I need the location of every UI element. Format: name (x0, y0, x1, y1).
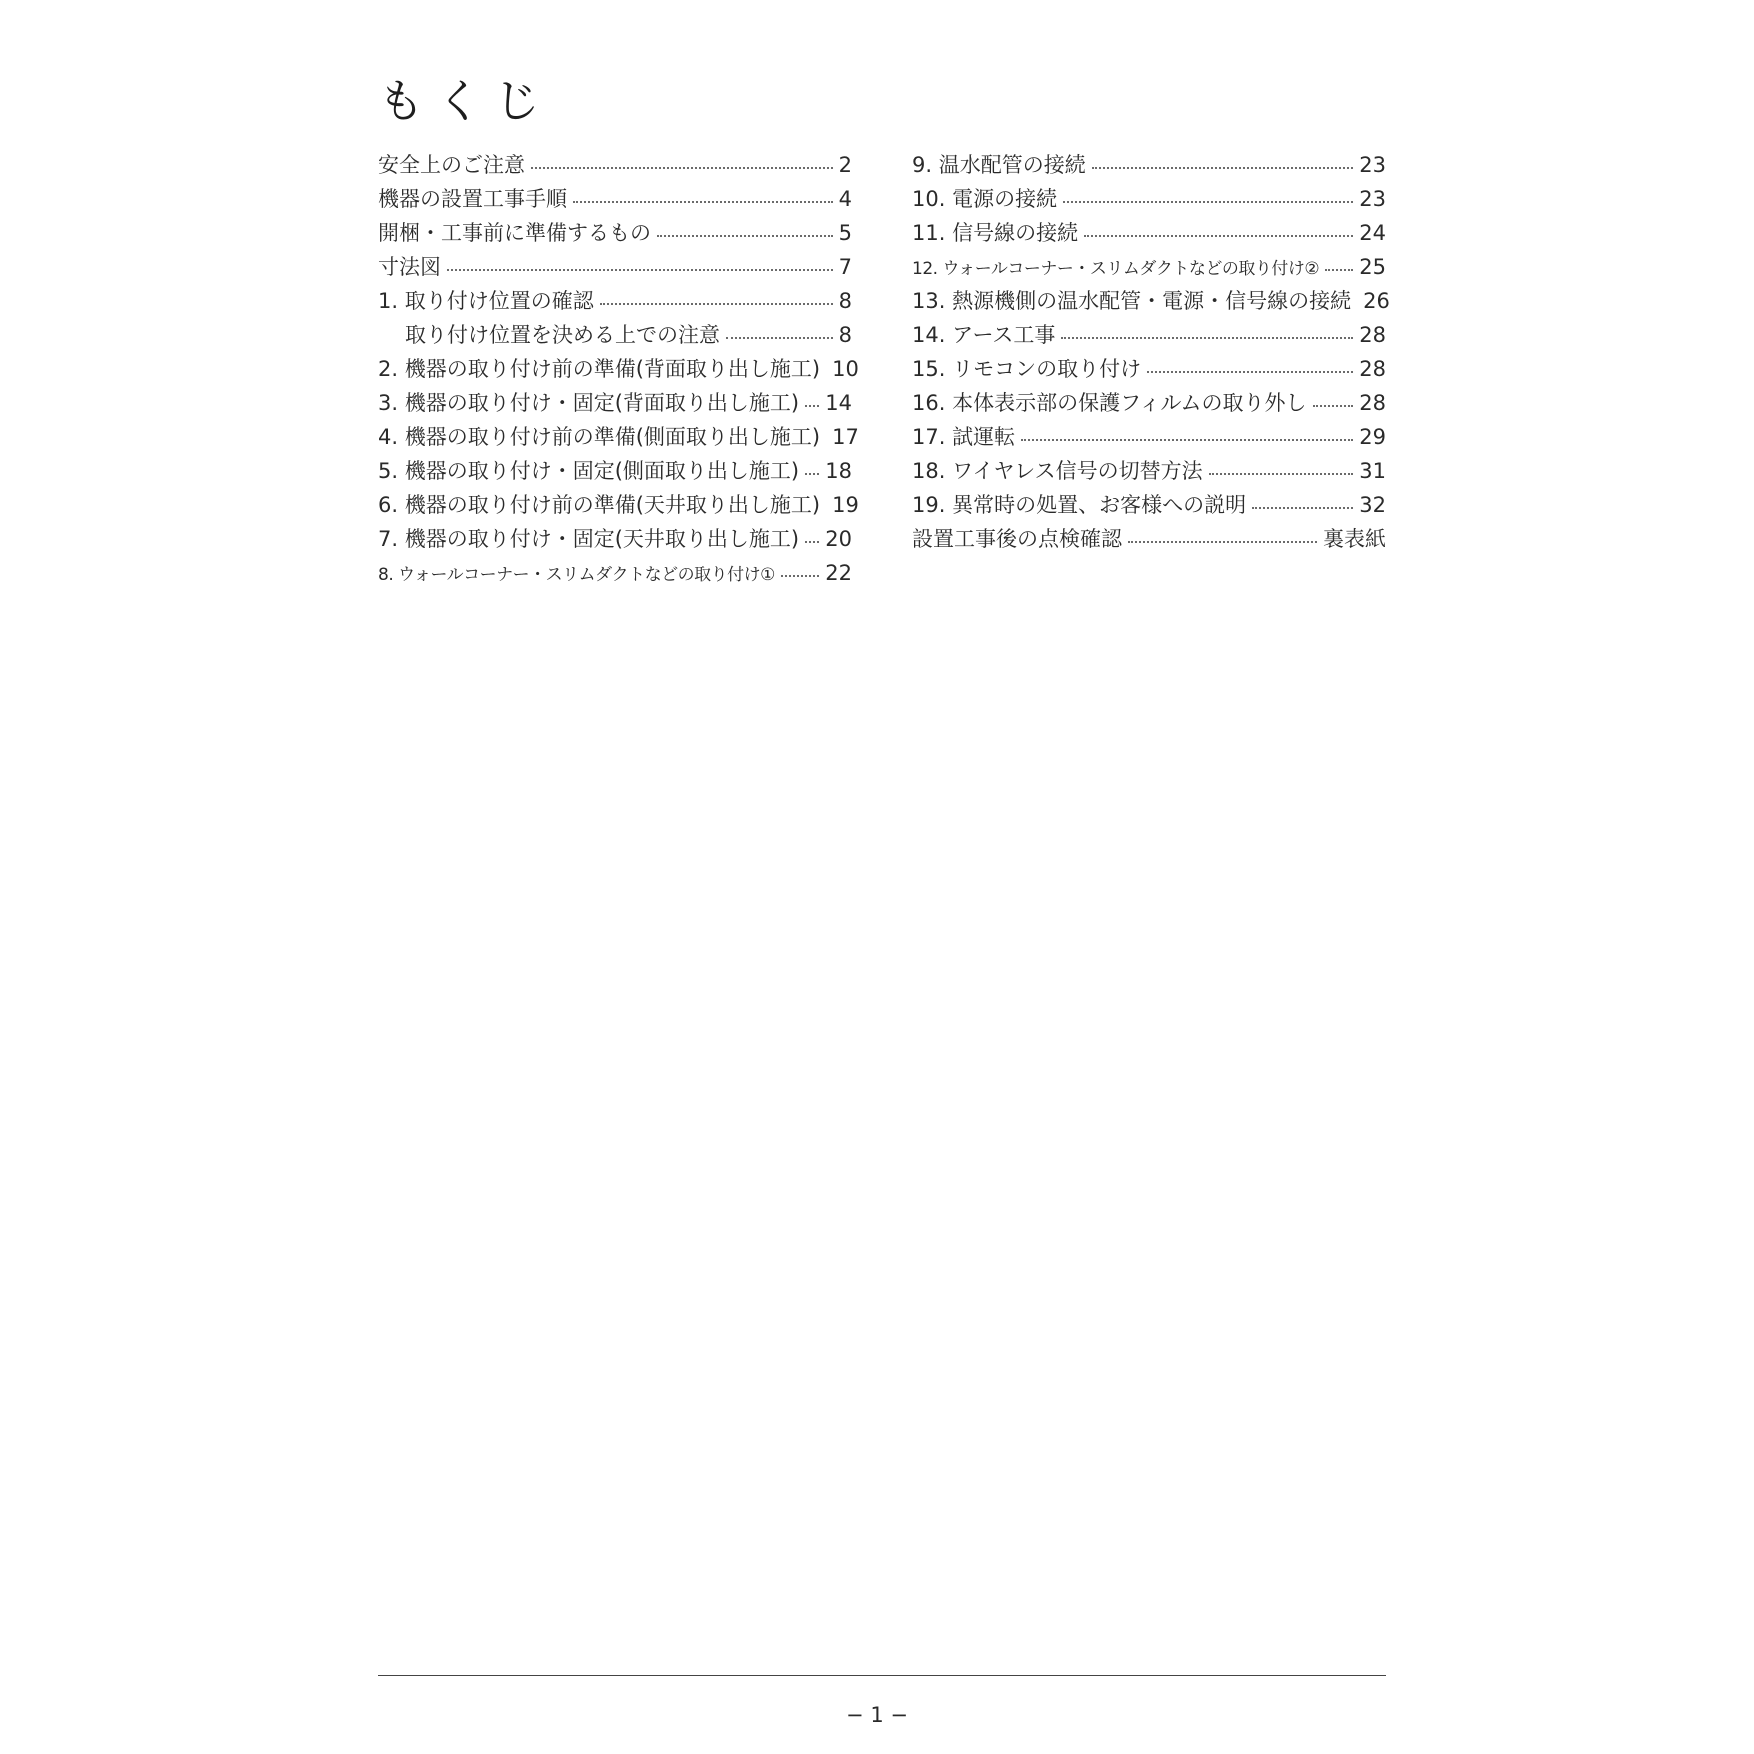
toc-label: 機器の設置工事手順 (378, 187, 567, 211)
toc-label: 4. 機器の取り付け前の準備(側面取り出し施工) (378, 425, 821, 449)
toc-leader (726, 336, 833, 339)
toc-label: 安全上のご注意 (378, 153, 525, 177)
toc-item[interactable] (378, 148, 852, 182)
toc-leader (447, 268, 833, 271)
page-number: − 1 − (846, 1703, 908, 1727)
toc-page: 8 (838, 289, 852, 313)
toc-page: 25 (1359, 255, 1386, 279)
toc-label: 17. 試運転 (912, 425, 1016, 449)
toc-item[interactable] (378, 420, 859, 454)
toc-leader (805, 404, 819, 407)
toc-item[interactable] (912, 488, 1386, 522)
toc-page: 26 (1363, 289, 1390, 313)
toc-page: 14 (825, 391, 852, 415)
toc-left-column (378, 148, 859, 590)
toc-page: 22 (825, 561, 852, 585)
toc-label: 10. 電源の接続 (912, 187, 1058, 211)
toc-leader (805, 472, 819, 475)
toc-page: 4 (838, 187, 852, 211)
toc-label: 16. 本体表示部の保護フィルムの取り外し (912, 391, 1307, 415)
toc-label: 1. 取り付け位置の確認 (378, 289, 594, 313)
toc-label: 11. 信号線の接続 (912, 221, 1079, 245)
toc-page: 32 (1359, 493, 1386, 517)
toc-page: 28 (1359, 323, 1386, 347)
toc-label: 14. アース工事 (912, 323, 1056, 347)
toc-item[interactable] (912, 284, 1390, 318)
toc-label: 13. 熱源機側の温水配管・電源・信号線の接続 (912, 289, 1352, 313)
toc-page: 20 (825, 527, 852, 551)
toc-leader (1313, 404, 1354, 407)
toc-label: 5. 機器の取り付け・固定(側面取り出し施工) (378, 459, 800, 483)
toc-label: 6. 機器の取り付け前の準備(天井取り出し施工) (378, 493, 821, 517)
toc-leader (600, 302, 833, 305)
toc-item[interactable] (378, 386, 852, 420)
toc-item[interactable] (378, 522, 852, 556)
toc-page: 7 (838, 255, 852, 279)
toc-page: 8 (838, 323, 852, 347)
toc-item[interactable] (378, 216, 852, 250)
toc-leader (1147, 370, 1353, 373)
toc-leader (1209, 472, 1354, 475)
toc-leader (657, 234, 833, 237)
toc-page: 24 (1359, 221, 1386, 245)
toc-item[interactable] (378, 454, 852, 488)
toc-leader (1084, 234, 1353, 237)
toc-label: 18. ワイヤレス信号の切替方法 (912, 459, 1203, 483)
toc-item[interactable] (378, 284, 852, 318)
toc-leader (1128, 540, 1317, 543)
toc-label: 12. ウォールコーナー・スリムダクトなどの取り付け② (912, 259, 1320, 279)
toc-label: 15. リモコンの取り付け (912, 357, 1142, 381)
toc-leader (1325, 268, 1353, 271)
toc-page: 23 (1359, 153, 1386, 177)
toc-label: 寸法図 (378, 255, 441, 279)
toc-item[interactable] (378, 488, 859, 522)
toc-leader (1061, 336, 1353, 339)
toc-page: 2 (838, 153, 852, 177)
toc-label: 8. ウォールコーナー・スリムダクトなどの取り付け① (378, 565, 775, 585)
toc-page: 18 (825, 459, 852, 483)
toc-page: 23 (1359, 187, 1386, 211)
toc-leader (573, 200, 833, 203)
toc-page: 5 (838, 221, 852, 245)
toc-page: 28 (1359, 357, 1386, 381)
toc-right-column (912, 148, 1390, 556)
toc-item[interactable] (912, 352, 1386, 386)
toc-label: 2. 機器の取り付け前の準備(背面取り出し施工) (378, 357, 821, 381)
toc-item[interactable] (912, 420, 1386, 454)
toc-leader (805, 540, 819, 543)
toc-leader (1252, 506, 1353, 509)
toc-label: 開梱・工事前に準備するもの (378, 221, 651, 245)
toc-leader (1021, 438, 1353, 441)
toc-item[interactable] (378, 352, 859, 386)
toc-page: 31 (1359, 459, 1386, 483)
toc-leader (1092, 166, 1354, 169)
toc-leader (531, 166, 833, 169)
toc-page: 10 (832, 357, 859, 381)
page-title: もくじ (378, 74, 552, 128)
toc-label: 設置工事後の点検確認 (912, 527, 1122, 551)
toc-item[interactable] (912, 250, 1386, 284)
toc-item[interactable] (912, 522, 1386, 556)
toc-page: 28 (1359, 391, 1386, 415)
toc-page: 裏表紙 (1323, 527, 1386, 551)
toc-item[interactable] (912, 148, 1386, 182)
toc-item[interactable] (912, 318, 1386, 352)
toc-leader (781, 574, 819, 577)
toc-item[interactable] (912, 386, 1386, 420)
footer-divider (378, 1675, 1386, 1676)
toc-label: 3. 機器の取り付け・固定(背面取り出し施工) (378, 391, 800, 415)
toc-item[interactable] (378, 250, 852, 284)
toc-page: 29 (1359, 425, 1386, 449)
toc-item[interactable] (378, 556, 852, 590)
toc-item[interactable] (912, 182, 1386, 216)
toc-item[interactable] (378, 182, 852, 216)
toc-item[interactable] (912, 216, 1386, 250)
toc-label: 取り付け位置を決める上での注意 (405, 323, 720, 347)
toc-label: 19. 異常時の処置、お客様への説明 (912, 493, 1247, 517)
toc-subitem[interactable] (378, 318, 852, 352)
toc-leader (1063, 200, 1353, 203)
toc-page: 17 (832, 425, 859, 449)
toc-label: 9. 温水配管の接続 (912, 153, 1086, 177)
toc-item[interactable] (912, 454, 1386, 488)
toc-label: 7. 機器の取り付け・固定(天井取り出し施工) (378, 527, 800, 551)
toc-page: 19 (832, 493, 859, 517)
